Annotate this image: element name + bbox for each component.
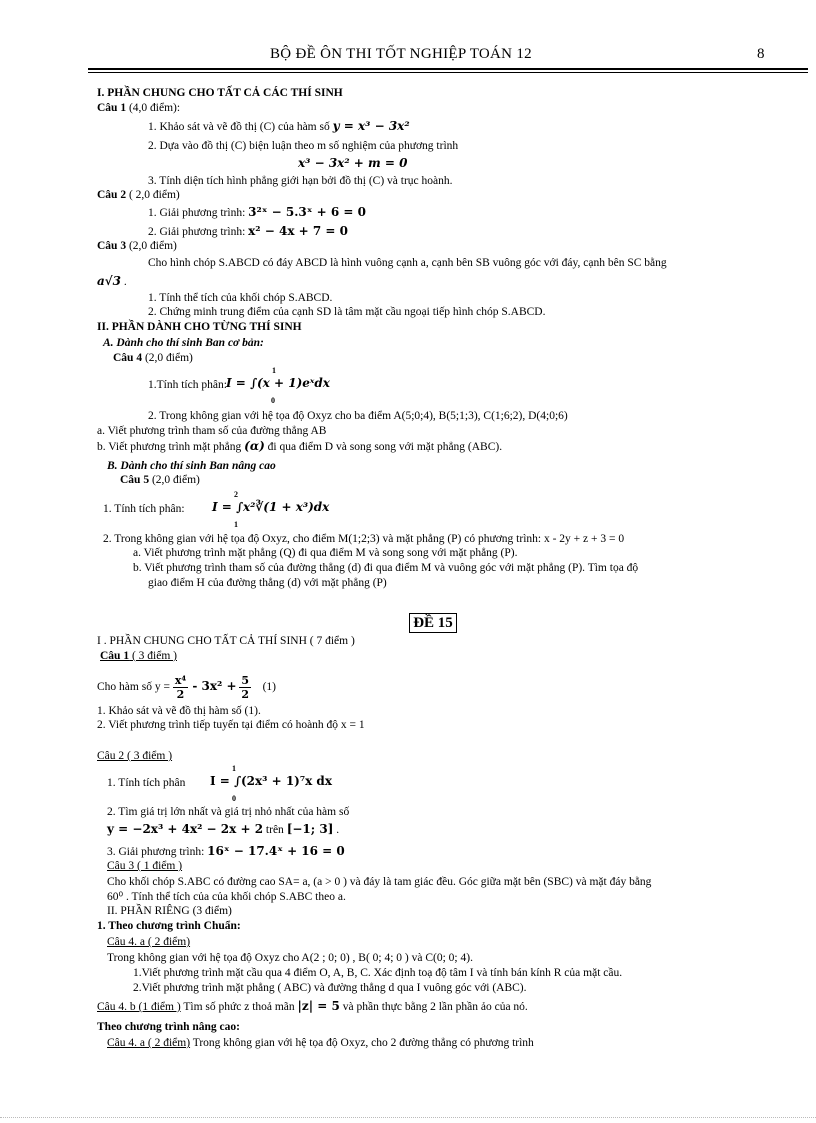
- de15-cau1-title: Câu 1 ( 3 điểm ): [100, 650, 177, 662]
- cau5-b-line2: giao điểm H của đường thẳng (d) với mặt phẳng (P): [148, 577, 387, 589]
- cau3-text: Cho hình chóp S.ABCD có đáy ABCD là hình vuông cạnh a, cạnh bên SB vuông góc với đáy, cạnh bên SC bằng: [148, 257, 667, 269]
- header-rule: [88, 68, 808, 70]
- de15-cau2-item1: 1. Tính tích phân: [107, 777, 186, 789]
- cau5-item2: 2. Trong không gian với hệ tọa độ Oxyz, cho điểm M(1;2;3) và mặt phẳng (P) có phương trình: x - 2y + z + 3 = 0: [103, 533, 625, 545]
- de15-program-basic: 1. Theo chương trình Chuẩn:: [97, 920, 241, 932]
- page-header-title: BỘ ĐỀ ÔN THI TỐT NGHIỆP TOÁN 12: [270, 46, 532, 62]
- cau4-a: a. Viết phương trình tham số của đường thẳng AB: [97, 425, 327, 437]
- de15-cau3-line1: Cho khối chóp S.ABC có đường cao SA= a, (a > 0 ) và đáy là tam giác đều. Góc giữa mặt bên (SBC) và mặt đáy bằng: [107, 876, 652, 888]
- part2-heading: II. PHẦN DÀNH CHO TỪNG THÍ SINH: [97, 321, 302, 333]
- de15-cau1-item2: 2. Viết phương trình tiếp tuyến tại điểm có hoành độ x = 1: [97, 719, 365, 731]
- cau4-item2: 2. Trong không gian với hệ tọa độ Oxyz cho ba điểm A(5;0;4), B(5;1;3), C(1;6;2), D(4;0;6): [148, 410, 568, 422]
- part2-a-heading: A. Dành cho thí sinh Ban cơ bản:: [103, 337, 264, 349]
- de15-heading: I . PHẦN CHUNG CHO TẤT CẢ THÍ SINH ( 7 điểm ): [97, 635, 355, 647]
- cau3-title: Câu 3 (2,0 điểm): [97, 240, 177, 252]
- cau4-item1: 1.Tính tích phân:: [148, 379, 227, 391]
- de15-cau1-item1: 1. Khảo sát và vẽ đồ thị hàm số (1).: [97, 705, 261, 717]
- cau1-item2: 2. Dựa vào đồ thị (C) biện luận theo m số nghiệm của phương trình: [148, 140, 459, 152]
- cau5-item1: 1. Tính tích phân:: [103, 503, 185, 515]
- cau5-b-line1: b. Viết phương trình tham số của đường thẳng (d) đi qua điểm M và vuông góc với mặt phẳng (P). Tìm tọa độ: [133, 562, 639, 574]
- de15-cau4a-item2: 2.Viết phương trình mặt phẳng ( ABC) và đường thẳng d qua I vuông góc với (ABC).: [133, 982, 527, 994]
- cau4-b: b. Viết phương trình mặt phẳng (α) đi qua điểm D và song song với mặt phẳng (ABC).: [97, 439, 503, 453]
- cau1-item1: 1. Khảo sát và vẽ đồ thị (C) của hàm số y = x³ − 3x²: [148, 119, 410, 133]
- de15-cau4b: Câu 4. b (1 điểm ) Tìm số phức z thoả mãn |z| = 5 và phần thực bằng 2 lần phần ảo của nó.: [97, 999, 528, 1013]
- de15-cau4a-advanced: Câu 4. a ( 2 điểm) Trong không gian với hệ tọa độ Oxyz, cho 2 đường thẳng có phương trình: [107, 1037, 534, 1049]
- de15-cau2-item2: 2. Tìm giá trị lớn nhất và giá trị nhỏ nhất của hàm số: [107, 806, 350, 818]
- de15-cau4a-item1: 1.Viết phương trình mặt cầu qua 4 điểm O, A, B, C. Xác định toạ độ tâm I và tính bán kính R của mặt cầu.: [133, 967, 623, 979]
- de15-cau3-line2: 60⁰ . Tính thể tích của của khối chóp S.ABC theo a.: [107, 891, 346, 903]
- part2-b-heading: B. Dành cho thí sinh Ban nâng cao: [107, 460, 276, 472]
- de15-cau2-item2-function: y = −2x³ + 4x² − 2x + 2 trên [−1; 3] .: [107, 822, 340, 836]
- cau5-title: Câu 5 (2,0 điểm): [120, 474, 200, 486]
- cau1-title: Câu 1 (4,0 điểm):: [97, 102, 181, 114]
- de15-cau3-title: Câu 3 ( 1 điểm ): [107, 860, 183, 872]
- page-number: 8: [757, 46, 765, 62]
- de15-cau1-function: Cho hàm số y = $\frac{\text{x⁴}}{2}$ - 3x² + $\frac{5}{2}$ (1): [97, 673, 276, 701]
- exam-title-box: ĐỀ 15: [409, 613, 457, 633]
- de15-cau4a-text: Trong không gian với hệ tọa độ Oxyz cho A(2 ; 0; 0) , B( 0; 4; 0 ) và C(0; 0; 4).: [107, 952, 473, 964]
- de15-cau4a-title: Câu 4. a ( 2 điểm): [107, 936, 191, 948]
- de15-cau2-item3: 3. Giải phương trình: 16ˣ − 17.4ˣ + 16 = 0: [107, 844, 345, 858]
- header-rule-thin: [88, 72, 808, 73]
- formula: y = x³ − 3x²: [332, 119, 410, 133]
- cau2-item2: 2. Giải phương trình: x² − 4x + 7 = 0: [148, 224, 348, 238]
- cau3-item2: 2. Chứng minh trung điểm của cạnh SD là tâm mặt cầu ngoại tiếp hình chóp S.ABCD.: [148, 306, 546, 318]
- de15-cau2-title: Câu 2 ( 3 điểm ): [97, 750, 173, 762]
- cau1-item2-formula: x³ − 3x² + m = 0: [298, 156, 408, 170]
- cau1-item3: 3. Tính diện tích hình phẳng giới hạn bởi đồ thị (C) và trục hoành.: [148, 175, 453, 187]
- cau3-item1: 1. Tính thể tích của khối chóp S.ABCD.: [148, 292, 333, 304]
- cau2-item1: 1. Giải phương trình: 3²ˣ − 5.3ˣ + 6 = 0: [148, 205, 366, 219]
- cau3-formula: a√3 .: [97, 274, 127, 288]
- de15-program-advanced: Theo chương trình nâng cao:: [97, 1021, 240, 1033]
- cau2-title: Câu 2 ( 2,0 điểm): [97, 189, 180, 201]
- part1-heading: I. PHẦN CHUNG CHO TẤT CẢ CÁC THÍ SINH: [97, 87, 343, 99]
- page-bottom-edge: [0, 1117, 816, 1118]
- cau4-title: Câu 4 (2,0 điểm): [113, 352, 193, 364]
- cau5-a: a. Viết phương trình mặt phẳng (Q) đi qua điểm M và song song với mặt phẳng (P).: [133, 547, 518, 559]
- de15-part2-heading: II. PHẦN RIÊNG (3 điểm): [107, 905, 232, 917]
